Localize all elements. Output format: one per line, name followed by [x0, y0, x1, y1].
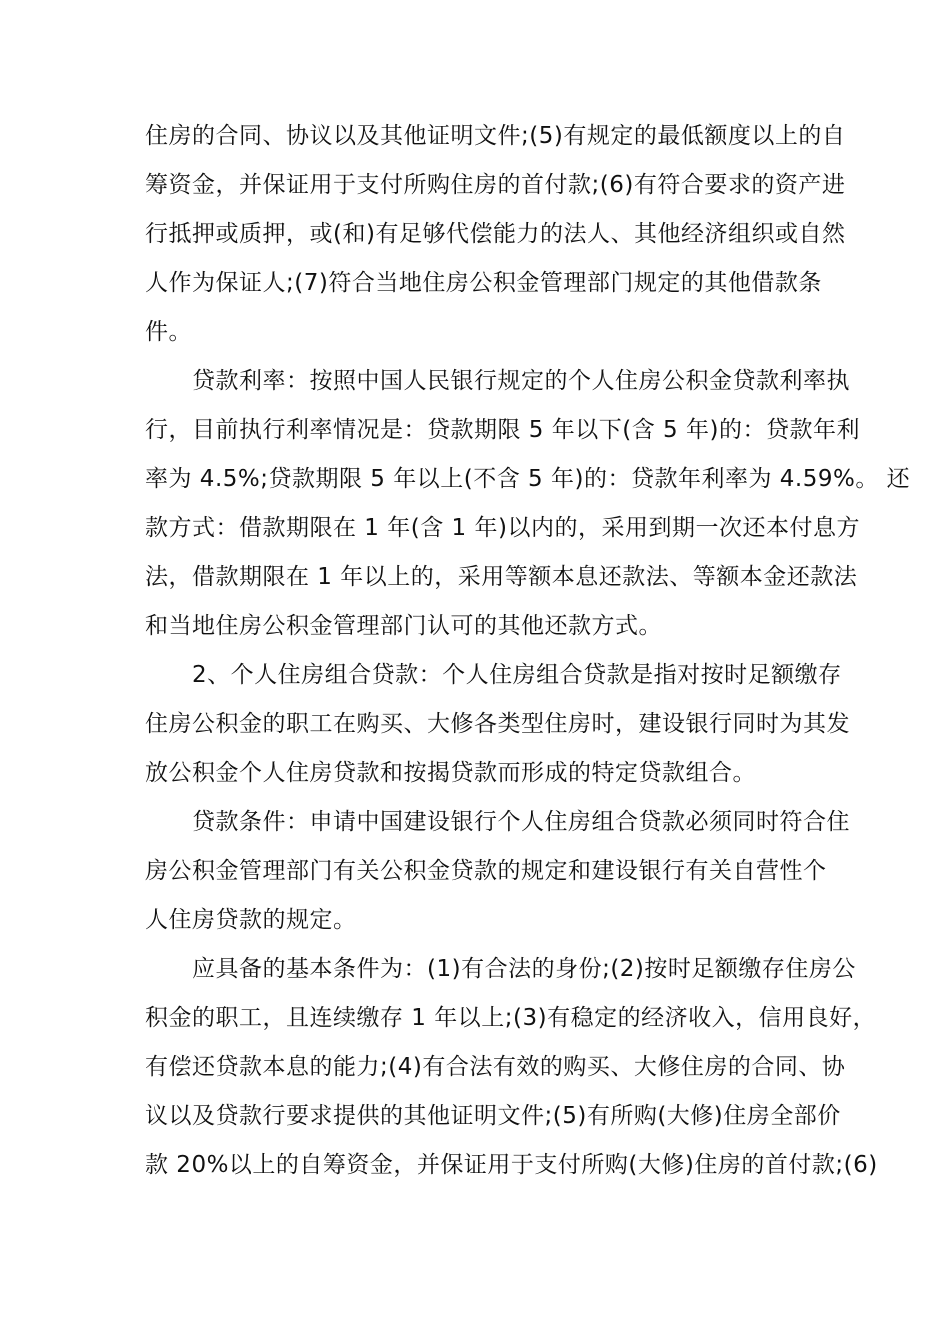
text-line-13: 住房公积金的职工在购买、大修各类型住房时，建设银行同时为其发 — [145, 711, 850, 737]
text-line-6: 贷款利率：按照中国人民银行规定的个人住房公积金贷款利率执 — [145, 368, 850, 394]
text-line-16: 房公积金管理部门有关公积金贷款的规定和建设银行有关自营性个 — [145, 858, 827, 884]
text-line-22: 款 20%以上的自筹资金，并保证用于支付所购(大修)住房的首付款;(6) — [145, 1152, 878, 1178]
text-line-21: 议以及贷款行要求提供的其他证明文件;(5)有所购(大修)住房全部价 — [145, 1103, 841, 1129]
document-body — [145, 112, 911, 1190]
text-line-18: 应具备的基本条件为：(1)有合法的身份;(2)按时足额缴存住房公 — [145, 956, 856, 982]
text-line-12: 2、个人住房组合贷款：个人住房组合贷款是指对按时足额缴存 — [145, 662, 842, 688]
text-line-1: 住房的合同、协议以及其他证明文件;(5)有规定的最低额度以上的自 — [145, 123, 846, 149]
text-line-11: 和当地住房公积金管理部门认可的其他还款方式。 — [145, 613, 662, 639]
text-line-19: 积金的职工，且连续缴存 1 年以上;(3)有稳定的经济收入，信用良好， — [145, 1005, 877, 1031]
text-line-3: 行抵押或质押，或(和)有足够代偿能力的法人、其他经济组织或自然 — [145, 221, 846, 247]
text-line-2: 筹资金，并保证用于支付所购住房的首付款;(6)有符合要求的资产进 — [145, 172, 846, 198]
text-line-14: 放公积金个人住房贷款和按揭贷款而形成的特定贷款组合。 — [145, 760, 756, 786]
text-line-20: 有偿还贷款本息的能力;(4)有合法有效的购买、大修住房的合同、协 — [145, 1054, 846, 1080]
text-line-4: 人作为保证人;(7)符合当地住房公积金管理部门规定的其他借款条 — [145, 270, 822, 296]
text-line-10: 法，借款期限在 1 年以上的，采用等额本息还款法、等额本金还款法 — [145, 564, 858, 590]
text-line-8: 率为 4.5%;贷款期限 5 年以上(不含 5 年)的：贷款年利率为 4.59%。 还 — [145, 466, 911, 492]
text-line-7: 行，目前执行利率情况是：贷款期限 5 年以下(含 5 年)的：贷款年利 — [145, 417, 860, 443]
text-line-5: 件。 — [145, 319, 192, 345]
text-line-17: 人住房贷款的规定。 — [145, 907, 357, 933]
text-line-9: 款方式：借款期限在 1 年(含 1 年)以内的，采用到期一次还本付息方 — [145, 515, 860, 541]
text-line-15: 贷款条件：申请中国建设银行个人住房组合贷款必须同时符合住 — [145, 809, 850, 835]
